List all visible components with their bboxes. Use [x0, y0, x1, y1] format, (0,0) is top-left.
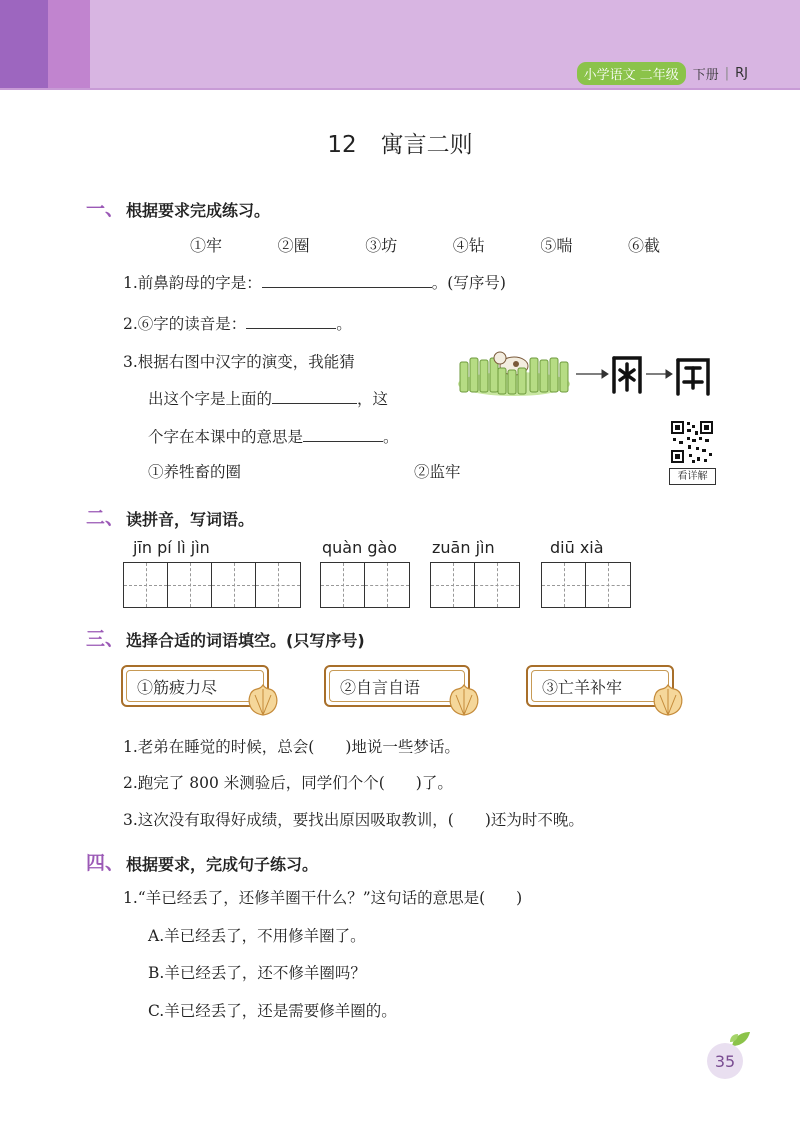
char-option: ②圈 — [277, 236, 310, 255]
shell-icon — [446, 683, 482, 717]
seal-script-icon — [614, 358, 640, 392]
volume-label: 下册 — [692, 68, 719, 83]
s4-question-1: 1.“羊已经丢了，还修羊圈干什么？”这句话的意思是( ) — [123, 889, 523, 907]
section4-number: 四、 — [86, 852, 125, 874]
word-card — [324, 665, 470, 707]
q3-suffix: ，这 — [357, 390, 389, 408]
arrow-right-icon — [646, 370, 672, 378]
qr-label: 看详解 — [669, 468, 716, 485]
page-number: 35 — [707, 1043, 743, 1079]
writing-grid[interactable] — [430, 562, 520, 608]
writing-grid[interactable] — [123, 562, 301, 608]
writing-grid[interactable] — [541, 562, 631, 608]
section3-title: 选择合适的词语填空。(只写序号) — [126, 631, 365, 650]
char-option: ①牢 — [190, 236, 223, 255]
subject-badge: 小学语文 二年级 — [577, 62, 686, 85]
q1-text: 1.前鼻韵母的字是： — [123, 274, 262, 292]
s1-q3-option-1: ①养牲畜的圈 — [148, 463, 242, 481]
grid-cell[interactable] — [212, 563, 256, 607]
shell-icon — [245, 683, 281, 717]
q3-text: 个字在本课中的意思是 — [148, 428, 304, 446]
s3-question-2: 2.跑完了 800 米测验后，同学们个个( )了。 — [123, 774, 453, 792]
answer-blank[interactable] — [246, 312, 336, 329]
s1-q3-line1: 3.根据右图中汉字的演变，我能猜 — [123, 353, 355, 371]
grid-cell[interactable] — [124, 563, 168, 607]
s1-question-1 — [123, 271, 506, 293]
answer-blank[interactable] — [262, 271, 432, 288]
word-card — [526, 665, 674, 707]
s4-option-a: A.羊已经丢了，不用修羊圈了。 — [148, 927, 366, 945]
lesson-title: 寓言二则 — [380, 132, 473, 158]
q2-suffix: 。 — [336, 315, 352, 333]
char-options — [190, 233, 660, 256]
grid-cell[interactable] — [365, 563, 409, 607]
s4-option-c: C.羊已经丢了，还是需要修羊圈的。 — [148, 1002, 397, 1020]
s3-question-3: 3.这次没有取得好成绩，要找出原因吸取教训，( )还为时不晚。 — [123, 811, 584, 829]
grid-cell[interactable] — [586, 563, 630, 607]
section2-number: 二、 — [86, 507, 125, 529]
char-option: ③坊 — [365, 236, 398, 255]
edition-label: RJ — [735, 66, 748, 81]
s3-question-1: 1.老弟在睡觉的时候，总会( )地说一些梦话。 — [123, 738, 460, 756]
q2-text: 2.⑥字的读音是： — [123, 315, 247, 333]
s1-q3-option-2: ②监牢 — [414, 463, 461, 481]
arrow-right-icon — [576, 370, 608, 378]
char-option: ⑤喘 — [540, 236, 573, 255]
writing-grid[interactable] — [320, 562, 410, 608]
header-tags — [577, 62, 748, 85]
tag-separator: | — [724, 66, 730, 81]
s1-question-2 — [123, 312, 352, 334]
word-card-text: ②自言自语 — [329, 670, 465, 702]
header-divider — [0, 88, 800, 90]
q3-text: 出这个字是上面的 — [148, 390, 273, 408]
answer-blank[interactable] — [272, 387, 357, 404]
q1-suffix: 。(写序号) — [431, 274, 506, 292]
grid-cell[interactable] — [256, 563, 300, 607]
ancient-char-icon — [678, 360, 708, 394]
char-option: ⑥截 — [627, 236, 660, 255]
grid-cell[interactable] — [542, 563, 586, 607]
s1-q3-line2 — [148, 387, 388, 409]
grid-cell[interactable] — [431, 563, 475, 607]
page-title — [0, 126, 800, 159]
section4-title: 根据要求，完成句子练习。 — [126, 855, 319, 874]
word-card-text: ①筋疲力尽 — [126, 670, 264, 702]
header-stripe-mid — [48, 0, 90, 90]
pinyin-label: quàn gào — [322, 538, 398, 557]
grid-cell[interactable] — [475, 563, 519, 607]
section3-number: 三、 — [86, 628, 125, 650]
fence-cow-illustration — [454, 346, 574, 398]
answer-blank[interactable] — [303, 425, 383, 442]
word-card — [121, 665, 269, 707]
grid-cell[interactable] — [168, 563, 212, 607]
section1-heading — [86, 194, 270, 221]
header-stripe-dark — [0, 0, 48, 90]
character-evolution — [574, 352, 714, 404]
s4-option-b: B.羊已经丢了，还不修羊圈吗？ — [148, 964, 366, 982]
qr-code-icon[interactable] — [669, 419, 715, 465]
section2-title: 读拼音，写词语。 — [126, 510, 255, 529]
q3-suffix: 。 — [383, 428, 399, 446]
section1-number: 一、 — [86, 198, 125, 220]
char-option: ④钻 — [452, 236, 485, 255]
pinyin-label: diū xià — [550, 538, 604, 557]
grid-cell[interactable] — [321, 563, 365, 607]
section2-heading — [86, 503, 254, 530]
pinyin-label: jīn pí lì jìn — [133, 538, 210, 557]
word-card-text: ③亡羊补牢 — [531, 670, 669, 702]
section1-title: 根据要求完成练习。 — [126, 201, 271, 220]
pinyin-label: zuān jìn — [432, 538, 495, 557]
s1-q3-line3 — [148, 425, 399, 447]
header-band — [0, 0, 800, 90]
section4-heading — [86, 848, 318, 875]
shell-icon — [650, 683, 686, 717]
lesson-number: 12 — [327, 132, 357, 158]
section3-heading — [86, 624, 365, 651]
